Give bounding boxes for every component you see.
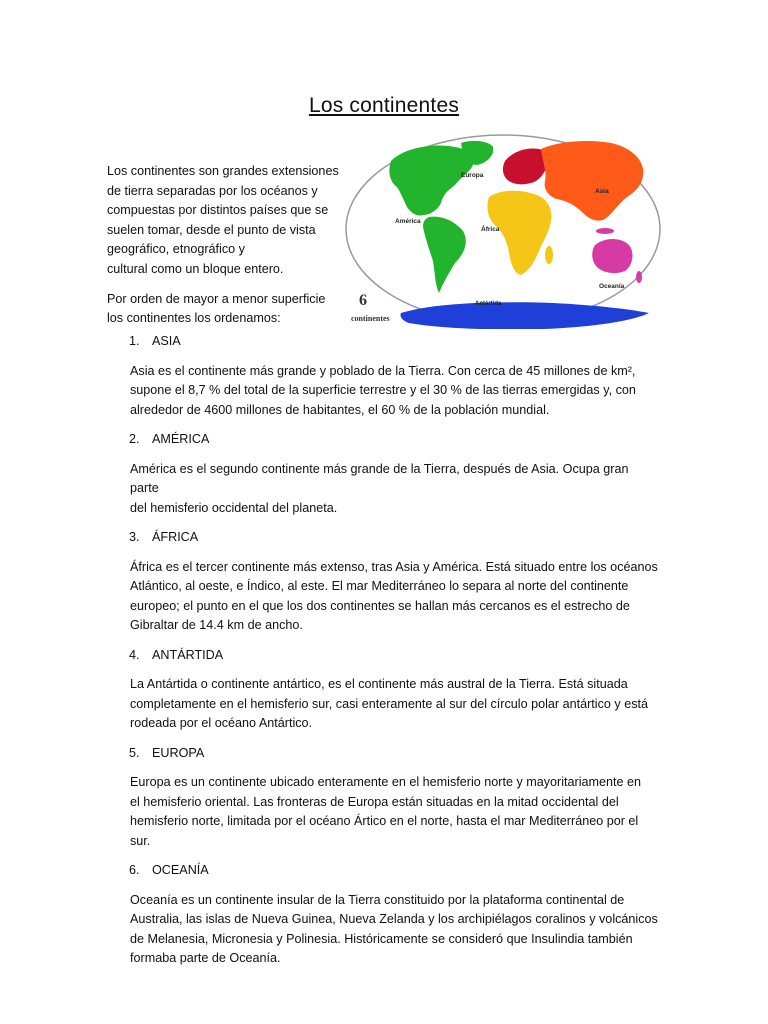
intro-block [107,162,347,329]
label-count: 6 [359,292,367,309]
continent-description [130,891,660,969]
description-line: Oceanía es un continente insular de la Tierra constituido por la plataforma continental de [130,892,625,907]
description-line: Asia es el continente más grande y poblado de la Tierra. Con cerca de 45 millones de km², [130,363,636,378]
item-number: 1. [129,334,140,348]
description-line: rodeada por el océano Antártico. [130,716,313,730]
item-number: 6. [129,863,140,877]
description-line: América es el segundo continente más grande de la Tierra, después de Asia. Ocupa gran parte [130,461,629,495]
description-line: Gibraltar de 14.4 km de ancho. [130,618,303,632]
description-line: Australia, las islas de Nueva Guinea, Nueva Zelanda y los archipiélagos coralinos y volcánicos [130,912,658,926]
continent-heading [129,332,660,352]
list-item [130,861,660,969]
label-asia: Asia [595,188,609,195]
description-line: Europa es un continente ubicado enteramente en el hemisferio norte y mayoritariamente en [130,775,642,789]
madagascar-shape [545,246,553,264]
description-line: hemisferio norte, limitada por el océano Ártico en el norte, hasta el mar Mediterráneo por el [130,814,639,828]
description-line: europeo; el punto en el que los dos continentes se hallan más cercanos es el estrecho de [130,598,630,613]
continent-heading [129,646,660,666]
description-line: del hemisferio occidental del planeta. [130,500,338,515]
description-line: completamente en el hemisferio sur, casi enteramente al sur del círculo polar antártico y está [130,696,648,711]
label-antartida: Antártida [475,301,502,307]
list-item [130,646,660,734]
description-line: el hemisferio oriental. Las fronteras de Europa están situadas en la mitad occidental del [130,794,619,809]
continent-description [130,362,660,421]
continent-heading [129,861,660,881]
continent-description [130,558,660,636]
intro-line: de tierra separadas por los océanos y [107,183,318,198]
continent-name: ÁFRICA [152,530,199,544]
description-line: La Antártida o continente antártico, es el continente más austral de la Tierra. Está situada [130,677,628,691]
description-line: África es el tercer continente más extenso, tras Asia y América. Está situado entre los océanos [130,559,658,574]
continent-heading [129,430,660,450]
page-title: Los continentes [308,94,460,117]
continent-name: ASIA [152,334,181,348]
new-zealand-shape [636,271,642,283]
continent-name: EUROPA [152,745,205,760]
order-line: los continentes los ordenamos: [107,311,281,326]
list-item [130,332,660,420]
world-map-image [343,133,665,329]
label-oceania: Oceanía [599,283,625,290]
continent-description [130,460,660,519]
description-line: formaba parte de Oceanía. [130,951,281,965]
continent-name: OCEANÍA [152,863,209,877]
order-line: Por orden de mayor a menor superficie [107,291,326,306]
continent-description [130,675,660,734]
item-number: 5. [129,745,140,760]
label-continents: continentes [351,314,390,323]
intro-line: suelen tomar, desde el punto de vista [107,222,316,237]
item-number: 2. [129,432,140,446]
continent-heading [129,528,660,548]
continent-description [130,773,660,851]
label-america: América [395,218,421,225]
item-number: 4. [129,647,140,662]
continent-name: ANTÁRTIDA [152,647,224,662]
description-line: sur. [130,833,151,848]
intro-line: geográfico, etnográfico y [107,242,245,257]
description-line: de Melanesia, Micronesia y Polinesia. Históricamente se consideró que Insulindia también [130,931,633,946]
intro-line: Los continentes son grandes extensiones [107,164,339,178]
continents-list [130,332,660,979]
description-line: alrededor de 4600 millones de habitantes, el 60 % de la población mundial. [130,402,550,417]
intro-line: cultural como un bloque entero. [107,261,284,276]
list-item [130,744,660,852]
description-line: supone el 8,7 % del total de la superficie terrestre y el 30 % de las tierras emergidas y, con [130,383,636,397]
list-item [130,430,660,518]
antartida-shape [400,302,649,329]
description-line: Atlántico, al oeste, e Índico, al este. El mar Mediterráneo lo separa al norte del continente [130,579,629,593]
list-item [130,528,660,636]
continent-heading [129,744,660,764]
item-number: 3. [129,530,140,544]
label-europa: Europa [461,172,484,179]
world-map-svg [343,133,665,329]
order-paragraph [107,290,347,329]
new-guinea-shape [596,228,614,234]
oceania-shape [592,239,632,273]
intro-line: compuestas por distintos países que se [107,203,329,218]
continent-name: AMÉRICA [152,432,210,446]
intro-paragraph [107,162,347,280]
label-africa: África [481,226,500,233]
